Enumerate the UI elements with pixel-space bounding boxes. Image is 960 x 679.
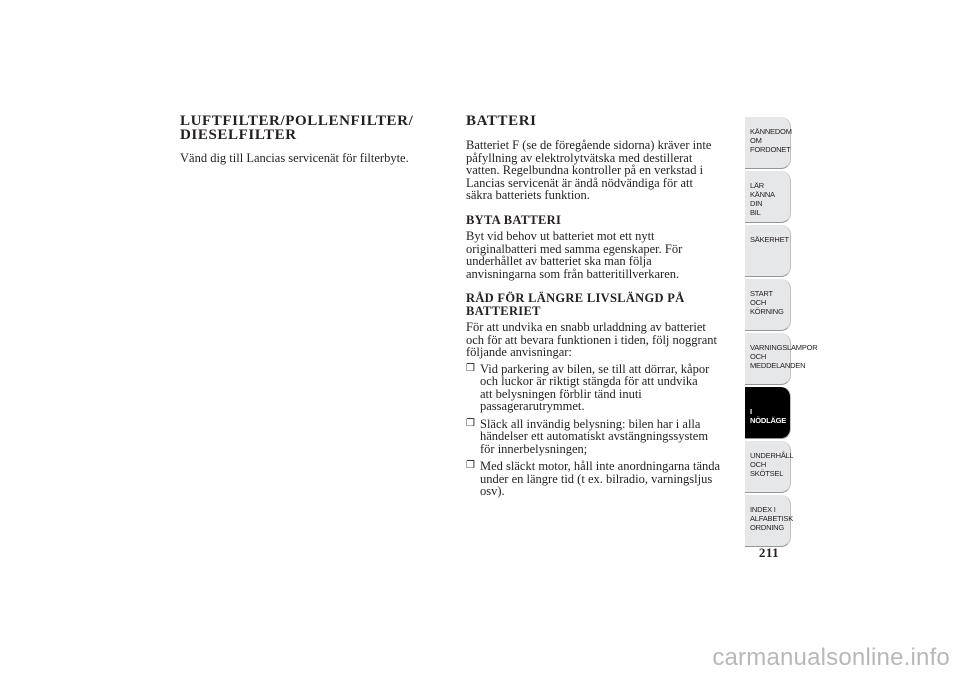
battery-intro [466,139,744,202]
tab-alphabetical-index[interactable] [745,495,794,547]
filter-section-title [180,114,440,142]
tab-label: UNDERHÅLL OCH [750,451,794,469]
battery-intro-line: vatten. Regelbundna kontroller på en verkstad i [466,163,704,177]
list-item-line: passagerarutrymmet. [480,399,585,413]
tab-label: START OCH [750,289,773,307]
battery-intro-line: säkra batteriets funktion. [466,188,590,202]
replace-battery-line: Byt vid behov ut batteriet mot ett nytt [466,229,655,243]
watermark: carmanualsonline.info [712,644,950,671]
tab-vehicle-knowledge[interactable] [745,117,791,169]
list-item-line: Vid parkering av bilen, se till att dörrar, kåpor [480,361,710,376]
filter-title-line1: LUFTFILTER/POLLENFILTER/ [180,113,414,129]
checkbox-bullet-icon: ❒ [466,362,475,374]
list-item-line: att belysningen förblir tänd inuti [480,386,642,401]
checkbox-bullet-icon: ❒ [466,460,475,471]
battery-intro-line: Lancias servicenät är ändå nödvändiga för att [466,175,693,190]
page-number: 211 [758,545,780,560]
replace-battery-line: underhållet av batteriet ska man följa [466,254,652,268]
battery-intro-line: Batteriet F (se de föregående sidorna) kräver inte [466,138,712,152]
chapter-tabs [745,117,818,549]
tab-label: VARNINGSLAMPOR [750,343,818,352]
battery-intro-line: påfyllning av elektrolytvätska med destillerat [466,150,693,165]
checkbox-bullet-icon: ❒ [466,417,475,429]
battery-life-text [466,321,744,359]
list-item-line: för innerbelysningen; [480,441,588,456]
tab-label: ORDNING [750,523,785,532]
list-item [466,418,744,456]
list-item-text [480,460,720,498]
battery-life-heading-line2: BATTERIET [466,303,541,318]
list-item [466,363,744,413]
filter-text: Vänd dig till Lancias servicenät för filterbyte. [180,151,409,165]
list-item-line: händelser ett automatiskt avstängningssystem [480,429,709,443]
tab-label: FORDONET [750,145,791,154]
battery-life-line: följande anvisningar: [466,345,572,359]
list-item-text [480,363,709,413]
battery-life-heading [466,292,744,317]
tab-emergency[interactable] [745,387,791,439]
replace-battery-heading: BYTA BATTERI [466,212,562,227]
tab-label: LÄR KÄNNA DIN [750,181,775,208]
list-item [466,460,744,498]
tab-label: SKÖTSEL [750,469,784,478]
list-item-line: och luckor är riktigt stängda för att undvika [480,374,698,388]
left-column [180,114,440,165]
list-item-line: osv). [480,484,505,498]
tab-label: MEDDELANDEN [750,361,806,370]
battery-life-heading-line1: RÅD FÖR LÄNGRE LIVSLÄNGD PÅ [466,291,685,305]
battery-section-title: BATTERI [466,113,537,129]
tab-label: BIL [750,208,761,217]
list-item-line: Släck all invändig belysning: bilen har i alla [480,416,701,431]
tab-label: SÄKERHET [750,235,789,244]
tab-start-and-driving[interactable] [745,279,791,331]
tab-warning-lights[interactable] [745,333,818,385]
replace-battery-line: originalbatteri med samma egenskaper. För [466,241,683,256]
tab-label: INDEX I [750,505,776,514]
list-item-line: under en längre tid (t ex. bilradio, varningsljus [480,471,713,486]
battery-life-line: För att undvika en snabb urladdning av batteriet [466,320,706,334]
filter-title-line2: DIESELFILTER [180,127,297,143]
list-item-line: Med släckt motor, håll inte anordningarna tända [480,459,721,473]
tab-know-your-car[interactable] [745,171,791,223]
tab-label: KÖRNING [750,307,784,316]
tab-label: ALFABETISK [750,514,794,523]
tab-label: I NÖDLÄGE [750,407,787,425]
replace-battery-line: anvisningarna som från batteritillverkaren. [466,266,680,281]
tab-label: OCH [750,352,767,361]
right-column [466,114,744,503]
tab-maintenance[interactable] [745,441,794,493]
battery-tips-list [466,363,744,498]
tab-safety[interactable] [745,225,791,277]
battery-life-line: och för att bevara funktionen i tiden, följ noggrant [466,332,717,347]
list-item-text [480,418,708,456]
replace-battery-text [466,230,744,280]
tab-label: KÄNNEDOM OM [750,127,792,145]
